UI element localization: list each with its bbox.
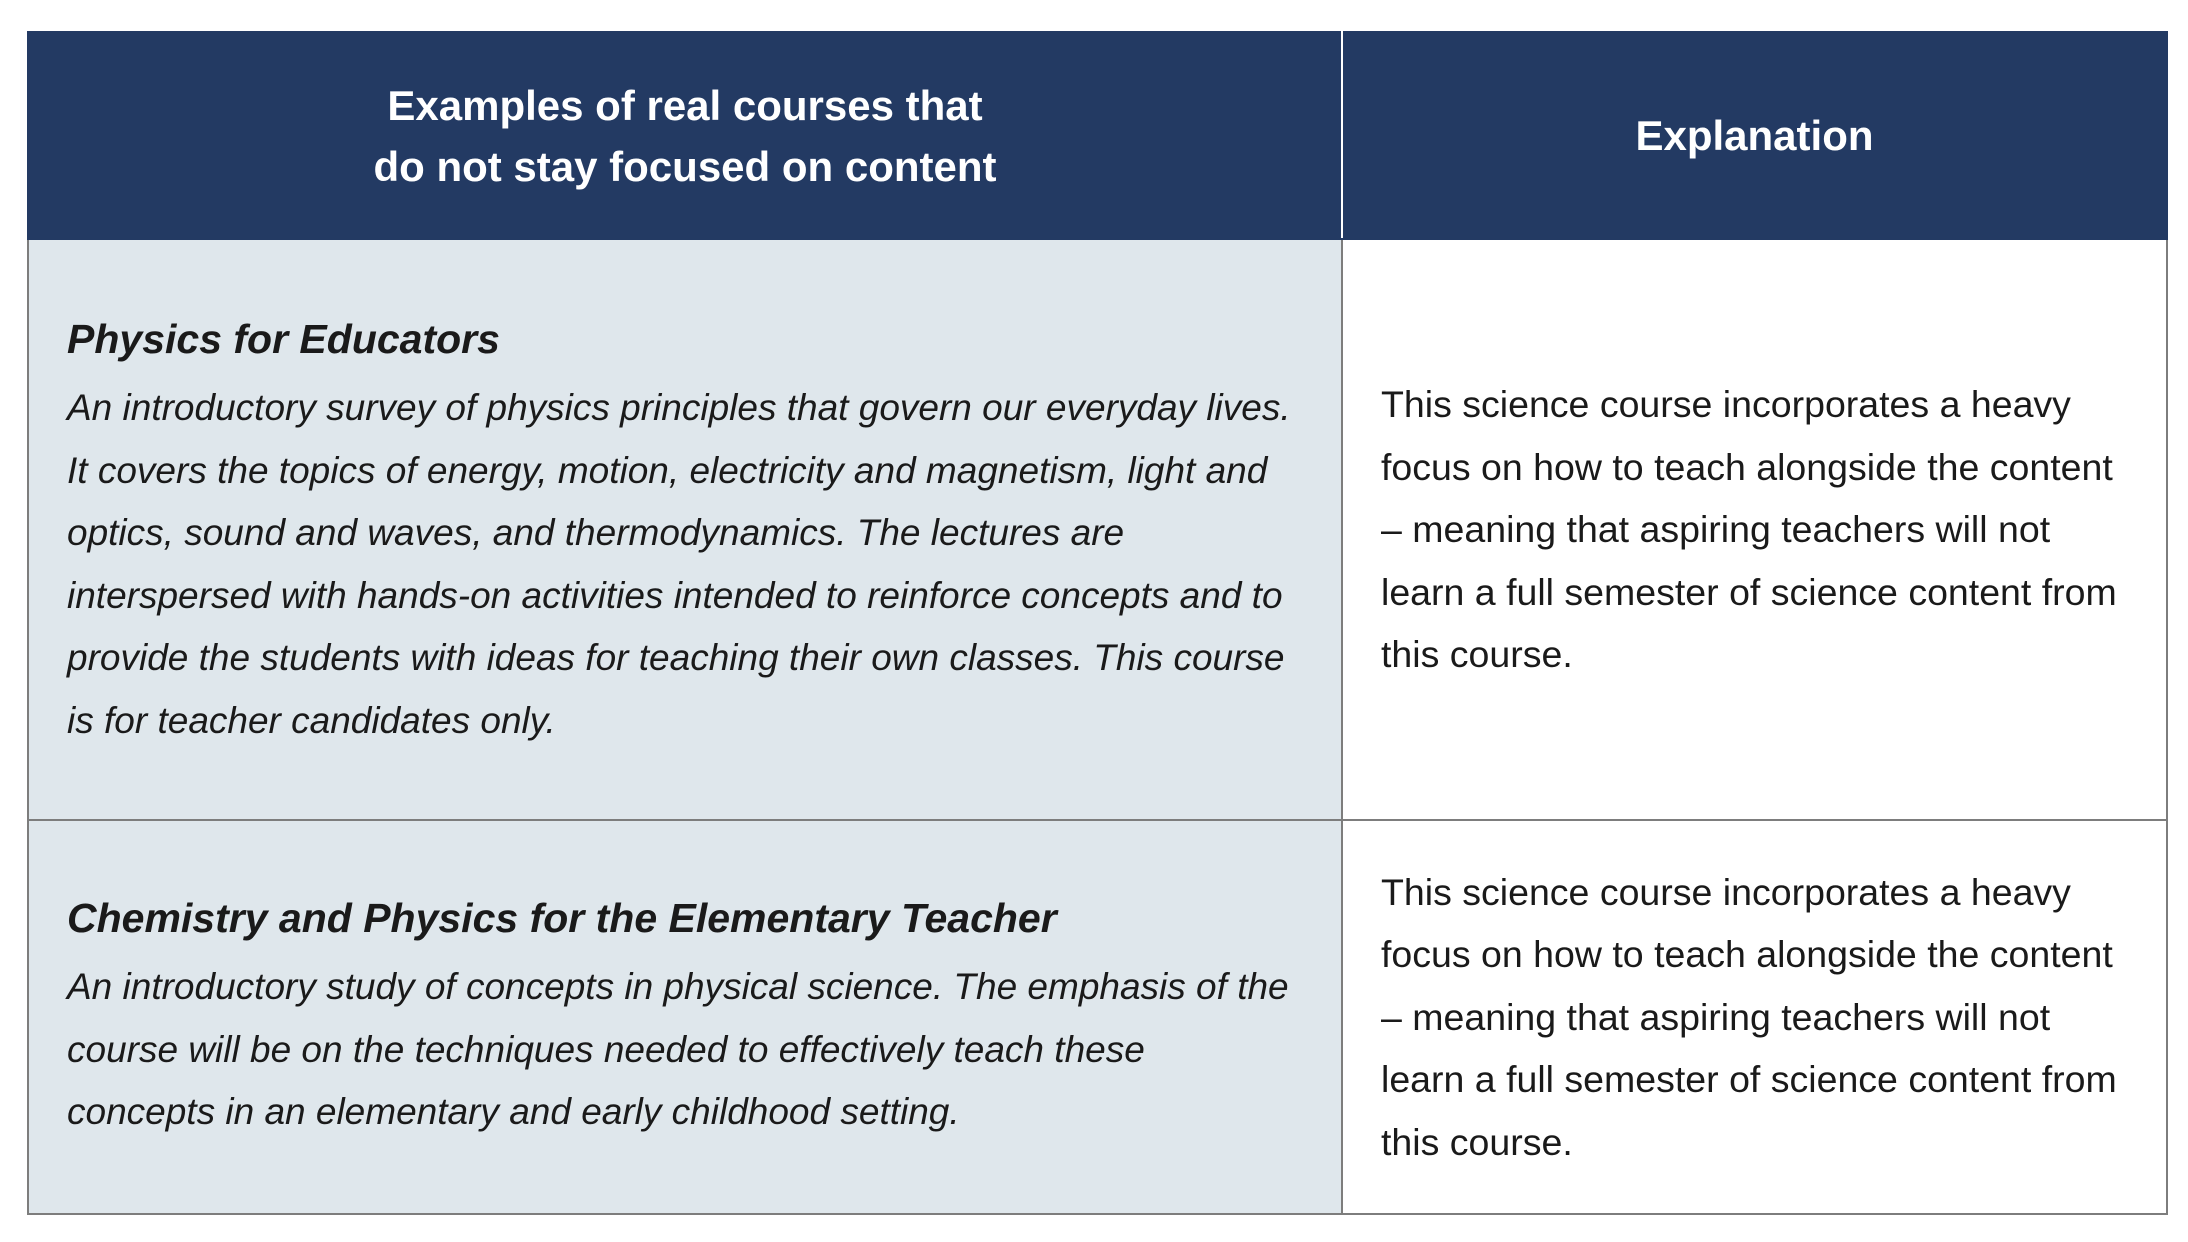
courses-table xyxy=(27,31,2168,1215)
header-explanation: Explanation xyxy=(1342,32,2167,239)
explanation-text: This science course incorporates a heavy focus on how to teach alongside the content – meaning that aspiring teachers will not learn a full semester of science content from this course. xyxy=(1381,383,2117,676)
course-cell xyxy=(28,239,1342,820)
course-description: An introductory study of concepts in physical science. The emphasis of the course will be on the techniques needed to effectively teach these concepts in an elementary and early childhood setting. xyxy=(67,966,1289,1133)
course-cell xyxy=(28,820,1342,1214)
explanation-cell xyxy=(1342,239,2167,820)
table-header-row xyxy=(28,32,2167,239)
table-row xyxy=(28,820,2167,1214)
course-title: Chemistry and Physics for the Elementary Teacher xyxy=(67,895,1057,942)
header-examples-line-1: Examples of real courses that xyxy=(387,81,983,129)
explanation-text: This science course incorporates a heavy focus on how to teach alongside the content – meaning that aspiring teachers will not learn a full semester of science content from this course. xyxy=(1381,870,2117,1163)
table-row xyxy=(28,239,2167,820)
course-description: An introductory survey of physics principles that govern our everyday lives. It covers the topics of energy, motion, electricity and magnetism, light and optics, sound and waves, and thermodynamics. The lectures are interspersed with hands-on activities intended to reinforce concepts and to provide the students with ideas for teaching their own classes. This course is for teacher candidates only. xyxy=(67,387,1291,741)
course-title: Physics for Educators xyxy=(67,316,500,362)
explanation-cell xyxy=(1342,820,2167,1214)
header-examples-line-2: do not stay focused on content xyxy=(373,142,997,190)
header-examples xyxy=(28,32,1342,239)
